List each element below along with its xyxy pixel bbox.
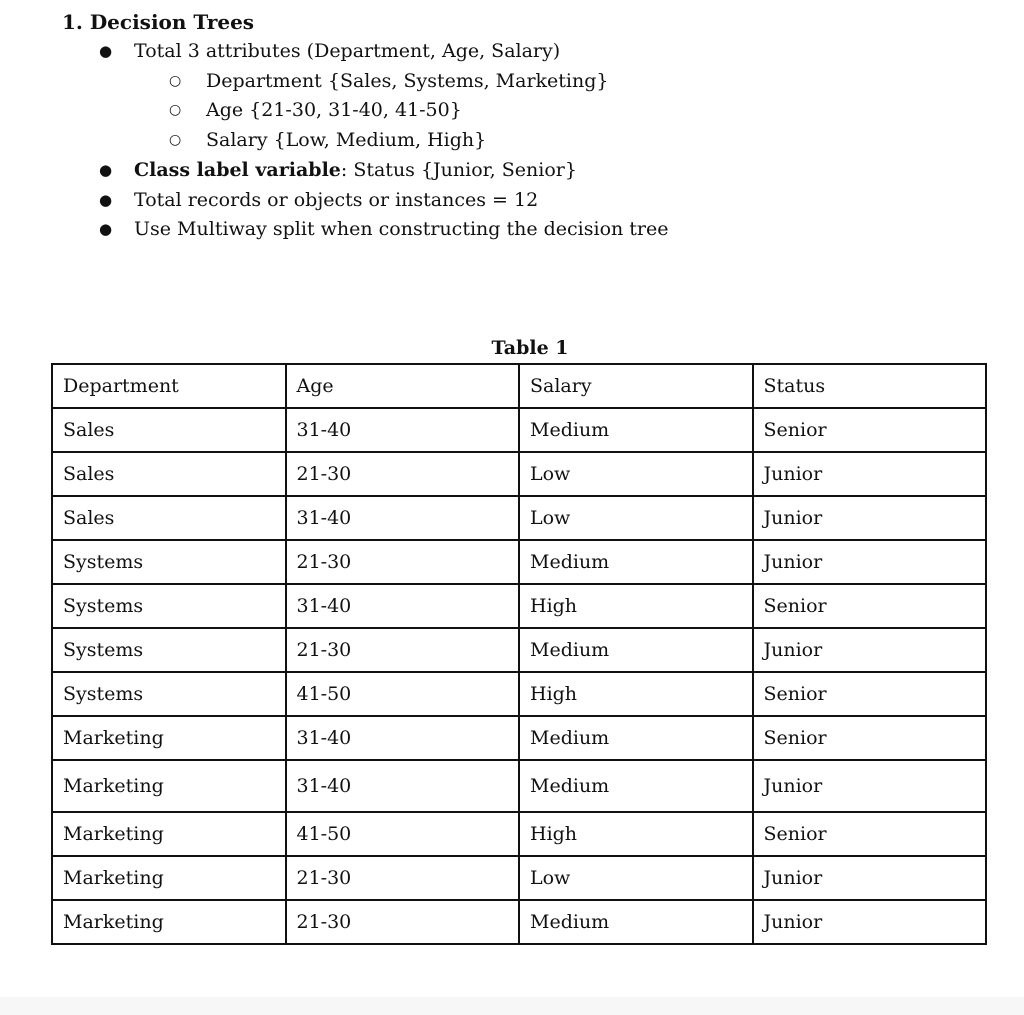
table-row [52,672,986,716]
cell-age: 31-40 [286,584,520,628]
cell-status: Senior [753,672,987,716]
bullet-text: Salary {Low, Medium, High} [206,129,487,152]
cell-salary: Low [519,496,753,540]
cell-status: Junior [753,900,987,944]
cell-age: 31-40 [286,496,520,540]
cell-salary: Medium [519,628,753,672]
table-row [52,408,986,452]
bullet-text: Department {Sales, Systems, Marketing} [206,69,609,92]
bullet-item [0,186,669,216]
table-row [52,812,986,856]
table-row [52,856,986,900]
bullet-text: : Status {Junior, Senior} [340,158,577,181]
filled-bullet-icon: ● [99,220,113,239]
column-header-salary: Salary [519,364,753,408]
bullet-bold-text: Class label variable [134,158,341,181]
filled-bullet-icon: ● [99,160,113,179]
cell-status: Junior [753,452,987,496]
column-header-department: Department [52,364,286,408]
cell-age: 21-30 [286,452,520,496]
cell-status: Junior [753,856,987,900]
cell-status: Junior [753,540,987,584]
bullet-text: Total records or objects or instances = 12 [134,188,539,211]
sub-bullet-item [0,96,669,126]
bullet-text: Age {21-30, 31-40, 41-50} [206,99,462,122]
cell-salary: High [519,672,753,716]
cell-age: 41-50 [286,672,520,716]
bullet-item [0,156,669,186]
cell-salary: Medium [519,900,753,944]
hollow-bullet-icon: ○ [169,132,182,149]
cell-department: Systems [52,628,286,672]
cell-department: Marketing [52,812,286,856]
table-row [52,452,986,496]
hollow-bullet-icon: ○ [169,72,182,89]
table-row [52,900,986,944]
cell-salary: Medium [519,760,753,812]
cell-salary: Medium [519,716,753,760]
cell-salary: Medium [519,540,753,584]
cell-age: 21-30 [286,628,520,672]
cell-salary: Low [519,452,753,496]
cell-salary: Medium [519,408,753,452]
cell-status: Senior [753,408,987,452]
bullet-text: Total 3 attributes (Department, Age, Salary) [134,40,561,62]
table-row [52,584,986,628]
cell-status: Senior [753,584,987,628]
cell-department: Systems [52,672,286,716]
cell-status: Junior [753,628,987,672]
bullet-text: Use Multiway split when constructing the decision tree [134,218,669,241]
cell-status: Senior [753,812,987,856]
filled-bullet-icon: ● [99,190,113,209]
hollow-bullet-icon: ○ [169,102,182,119]
section-heading: 1. Decision Trees [62,10,255,34]
cell-age: 41-50 [286,812,520,856]
data-table [51,363,987,945]
cell-department: Marketing [52,900,286,944]
cell-status: Junior [753,496,987,540]
cell-department: Systems [52,584,286,628]
cell-department: Sales [52,452,286,496]
table-row [52,540,986,584]
cell-age: 31-40 [286,408,520,452]
cell-age: 31-40 [286,760,520,812]
bullet-item [0,37,669,67]
table-caption: Table 1 [491,337,569,359]
cell-age: 31-40 [286,716,520,760]
sub-bullet-item [0,126,669,156]
table-row [52,496,986,540]
bullet-item [0,215,669,245]
cell-department: Systems [52,540,286,584]
column-header-status: Status [753,364,987,408]
filled-bullet-icon: ● [99,42,113,60]
cell-salary: High [519,812,753,856]
cell-department: Marketing [52,716,286,760]
column-header-age: Age [286,364,520,408]
table-row [52,628,986,672]
table-row [52,760,986,812]
table-row [52,716,986,760]
cell-department: Marketing [52,760,286,812]
cell-department: Sales [52,496,286,540]
table-header-row [52,364,986,408]
cell-age: 21-30 [286,900,520,944]
cell-age: 21-30 [286,856,520,900]
cell-department: Sales [52,408,286,452]
cell-department: Marketing [52,856,286,900]
cell-status: Senior [753,716,987,760]
cell-salary: High [519,584,753,628]
page-bottom-edge [0,997,1024,1015]
cell-age: 21-30 [286,540,520,584]
cell-salary: Low [519,856,753,900]
cell-status: Junior [753,760,987,812]
bullet-list [0,37,669,245]
sub-bullet-item [0,67,669,97]
